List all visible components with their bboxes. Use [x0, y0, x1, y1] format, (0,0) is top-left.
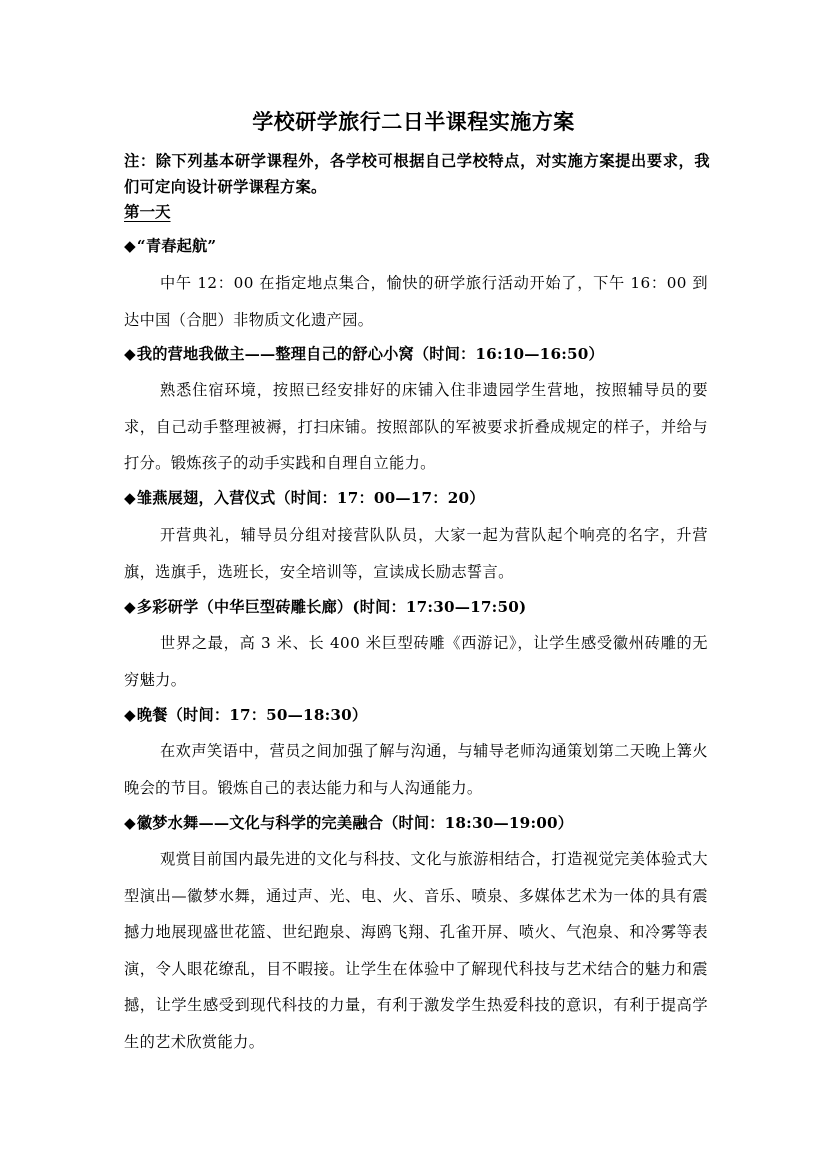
diamond-bullet-icon: ◆ — [124, 489, 136, 507]
section-heading — [124, 485, 485, 511]
section-heading-text: 徽梦水舞——文化与科学的完美融合（时间：18:30—19:00） — [136, 814, 574, 832]
section-heading-text: “青春起航” — [136, 237, 217, 255]
section-heading-text: 雏燕展翅，入营仪式（时间：17：00—17：20） — [136, 489, 485, 507]
section-body: 中午 12：00 在指定地点集合，愉快的研学旅行活动开始了，下午 16：00 到达中国（合肥）非物质文化遗产园。 — [124, 274, 708, 329]
section-body: 在欢声笑语中，营员之间加强了解与沟通，与辅导老师沟通策划第二天晚上篝火晚会的节目。锻炼自己的表达能力和与人沟通能力。 — [124, 742, 708, 797]
diamond-bullet-icon: ◆ — [124, 598, 136, 616]
diamond-bullet-icon: ◆ — [124, 237, 136, 255]
section-heading-text: 我的营地我做主——整理自己的舒心小窝（时间：16:10—16:50） — [136, 345, 604, 363]
section-heading — [124, 341, 604, 367]
diamond-bullet-icon: ◆ — [124, 345, 136, 363]
section-heading — [124, 810, 573, 836]
section-body: 熟悉住宿环境，按照已经安排好的床铺入住非遗园学生营地，按照辅导员的要求，自己动手整理被褥，打扫床铺。按照部队的军被要求折叠成规定的样子，并给与打分。锻炼孩子的动手实践和自理自立能力。 — [124, 381, 708, 473]
day-label: 第一天 — [124, 202, 171, 221]
document-note: 注：除下列基本研学课程外，各学校可根据自己学校特点，对实施方案提出要求，我们可定向设计研学课程方案。 — [124, 152, 710, 196]
section-heading — [124, 594, 526, 620]
section-heading-text: 多彩研学（中华巨型砖雕长廊）(时间：17:30—17:50) — [136, 598, 527, 616]
section-heading-text: 晚餐（时间：17：50—18:30） — [136, 706, 368, 724]
section-heading — [124, 233, 216, 259]
document-title: 学校研学旅行二日半课程实施方案 — [252, 109, 575, 134]
diamond-bullet-icon: ◆ — [124, 706, 136, 724]
section-heading — [124, 702, 367, 728]
section-body: 世界之最，高 3 米、长 400 米巨型砖雕《西游记》，让学生感受徽州砖雕的无穷魅力。 — [124, 634, 708, 689]
diamond-bullet-icon: ◆ — [124, 814, 136, 832]
section-body: 开营典礼，辅导员分组对接营队队员，大家一起为营队起个响亮的名字，升营旗，选旗手，选班长，安全培训等，宣读成长励志誓言。 — [124, 526, 708, 581]
section-body: 观赏目前国内最先进的文化与科技、文化与旅游相结合，打造视觉完美体验式大型演出—徽梦水舞，通过声、光、电、火、音乐、喷泉、多媒体艺术为一体的具有震撼力地展现盛世花篮、世纪跑泉、海鸥飞翔、孔雀开屏、喷火、气泡泉、和冷雾等表演，令人眼花缭乱，目不暇接。让学生在体验中了解现代科技与艺术结合的魅力和震撼，让学生感受到现代科技的力量，有利于激发学生热爱科技的意识，有利于提高学生的艺术欣赏能力。 — [124, 850, 708, 1051]
